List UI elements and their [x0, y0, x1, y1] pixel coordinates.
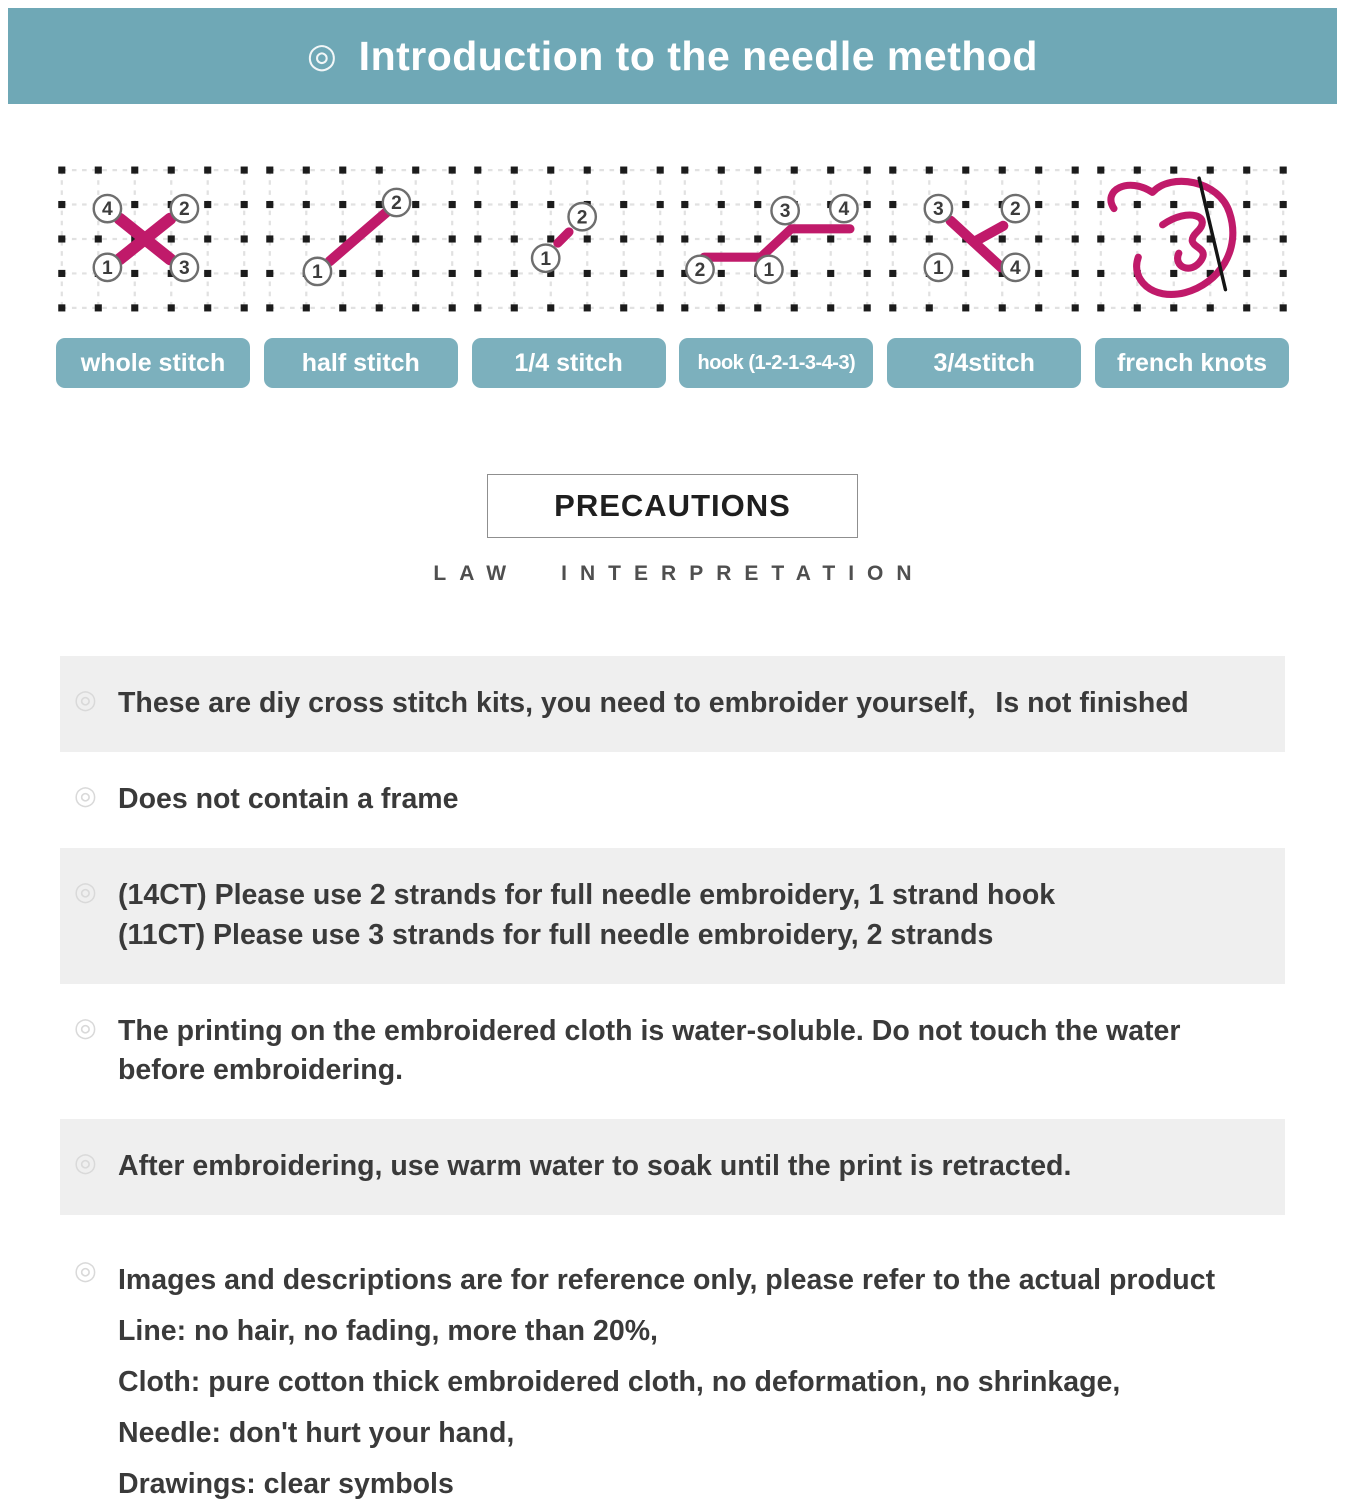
hook-1-2-1-3-4-3-diagram	[679, 164, 873, 316]
stitch-label-hook-1-2-1-3-4-3: hook (1-2-1-3-4-3)	[679, 338, 873, 388]
svg-text:4: 4	[1010, 257, 1021, 279]
step-number-badge	[94, 254, 121, 281]
svg-text:1: 1	[933, 257, 944, 279]
step-number-badge	[304, 258, 331, 285]
step-number-badge	[756, 256, 783, 283]
stitch-label-half-stitch: half stitch	[264, 338, 458, 388]
stitch-panel-french-knots	[1095, 164, 1289, 388]
step-number-badge	[687, 256, 714, 283]
precaution-item	[60, 848, 1285, 984]
precaution-item	[60, 984, 1285, 1120]
french-knots-diagram	[1095, 164, 1289, 316]
step-number-badge	[1002, 254, 1029, 281]
step-number-badge	[925, 254, 952, 281]
step-number-badge	[171, 195, 198, 222]
precaution-line: Cloth: pure cotton thick embroidered cloth, no deformation, no shrinkage,	[118, 1366, 1121, 1399]
svg-text:2: 2	[576, 207, 588, 229]
law-interpretation-subtitle: LAW INTERPRETATION	[433, 562, 925, 585]
svg-text:1: 1	[102, 257, 113, 279]
svg-text:4: 4	[102, 199, 113, 221]
stitch-panel-3-4stitch	[887, 164, 1081, 388]
bullseye-icon: ◎	[307, 37, 337, 75]
svg-text:3: 3	[179, 257, 190, 279]
whole-stitch-diagram	[56, 164, 250, 316]
precaution-item	[60, 752, 1285, 848]
stitch-diagrams-row	[0, 164, 1345, 388]
svg-text:2: 2	[390, 193, 402, 215]
precaution-line: before embroidering.	[118, 1054, 404, 1087]
precaution-line: These are diy cross stitch kits, you need to embroider yourself，Is not finished	[118, 687, 1189, 719]
precautions-title-box	[487, 474, 858, 538]
step-number-badge	[383, 189, 410, 216]
header-banner	[8, 8, 1337, 104]
step-number-badge	[171, 254, 198, 281]
stitch-label-whole-stitch: whole stitch	[56, 338, 250, 388]
precaution-list	[0, 656, 1345, 1500]
bullet-icon: ◎	[74, 875, 97, 906]
step-number-badge	[831, 195, 858, 222]
stitch-panel-hook-1-2-1-3-4-3	[679, 164, 873, 388]
precautions-title: PRECAUTIONS	[554, 488, 791, 523]
svg-text:3: 3	[780, 201, 791, 223]
step-number-badge	[772, 197, 799, 224]
step-number-badge	[568, 203, 595, 230]
bullet-icon: ◎	[74, 1147, 97, 1178]
step-number-badge	[925, 195, 952, 222]
precaution-line: Line: no hair, no fading, more than 20%,	[118, 1315, 658, 1348]
bullet-icon: ◎	[74, 684, 97, 714]
precaution-line: (11CT) Please use 3 strands for full needle embroidery, 2 strands	[118, 918, 994, 951]
precaution-line: (14CT) Please use 2 strands for full needle embroidery, 1 strand hook	[118, 878, 1056, 911]
precaution-line: Drawings: clear symbols	[118, 1468, 454, 1500]
precaution-item	[60, 1119, 1285, 1215]
svg-text:2: 2	[695, 259, 706, 281]
stitch-panel-half-stitch	[264, 164, 458, 388]
precaution-item	[60, 1215, 1285, 1500]
stitch-label-french-knots: french knots	[1095, 338, 1289, 388]
stitch-label-3-4stitch: 3/4stitch	[887, 338, 1081, 388]
svg-text:3: 3	[933, 199, 944, 221]
stitch-label-1-4-stitch: 1/4 stitch	[472, 338, 666, 388]
precaution-line: Does not contain a frame	[118, 782, 459, 815]
bullet-icon: ◎	[74, 1011, 97, 1042]
svg-text:4: 4	[838, 199, 850, 221]
svg-text:1: 1	[763, 259, 775, 281]
page-title: Introduction to the needle method	[358, 32, 1038, 79]
precaution-line: Needle: don't hurt your hand,	[118, 1417, 515, 1450]
bullet-icon: ◎	[74, 1255, 97, 1286]
svg-text:2: 2	[179, 199, 190, 221]
half-stitch-diagram	[264, 164, 458, 316]
stitch-panel-whole-stitch	[56, 164, 250, 388]
step-number-badge	[94, 195, 121, 222]
precaution-item	[60, 656, 1285, 752]
bullet-icon: ◎	[74, 779, 97, 810]
precaution-line: The printing on the embroidered cloth is water-soluble. Do not touch the water	[118, 1014, 1181, 1047]
step-number-badge	[532, 245, 559, 272]
step-number-badge	[1002, 195, 1029, 222]
svg-text:1: 1	[539, 248, 551, 270]
svg-text:1: 1	[311, 262, 323, 283]
svg-text:2: 2	[1010, 199, 1021, 221]
3-4stitch-diagram	[887, 164, 1081, 316]
1-4-stitch-diagram	[472, 164, 666, 316]
precaution-line: After embroidering, use warm water to soak until the print is retracted.	[118, 1150, 1072, 1183]
precaution-line: Images and descriptions are for reference only, please refer to the actual product	[118, 1264, 1216, 1297]
stitch-panel-1-4-stitch	[472, 164, 666, 388]
